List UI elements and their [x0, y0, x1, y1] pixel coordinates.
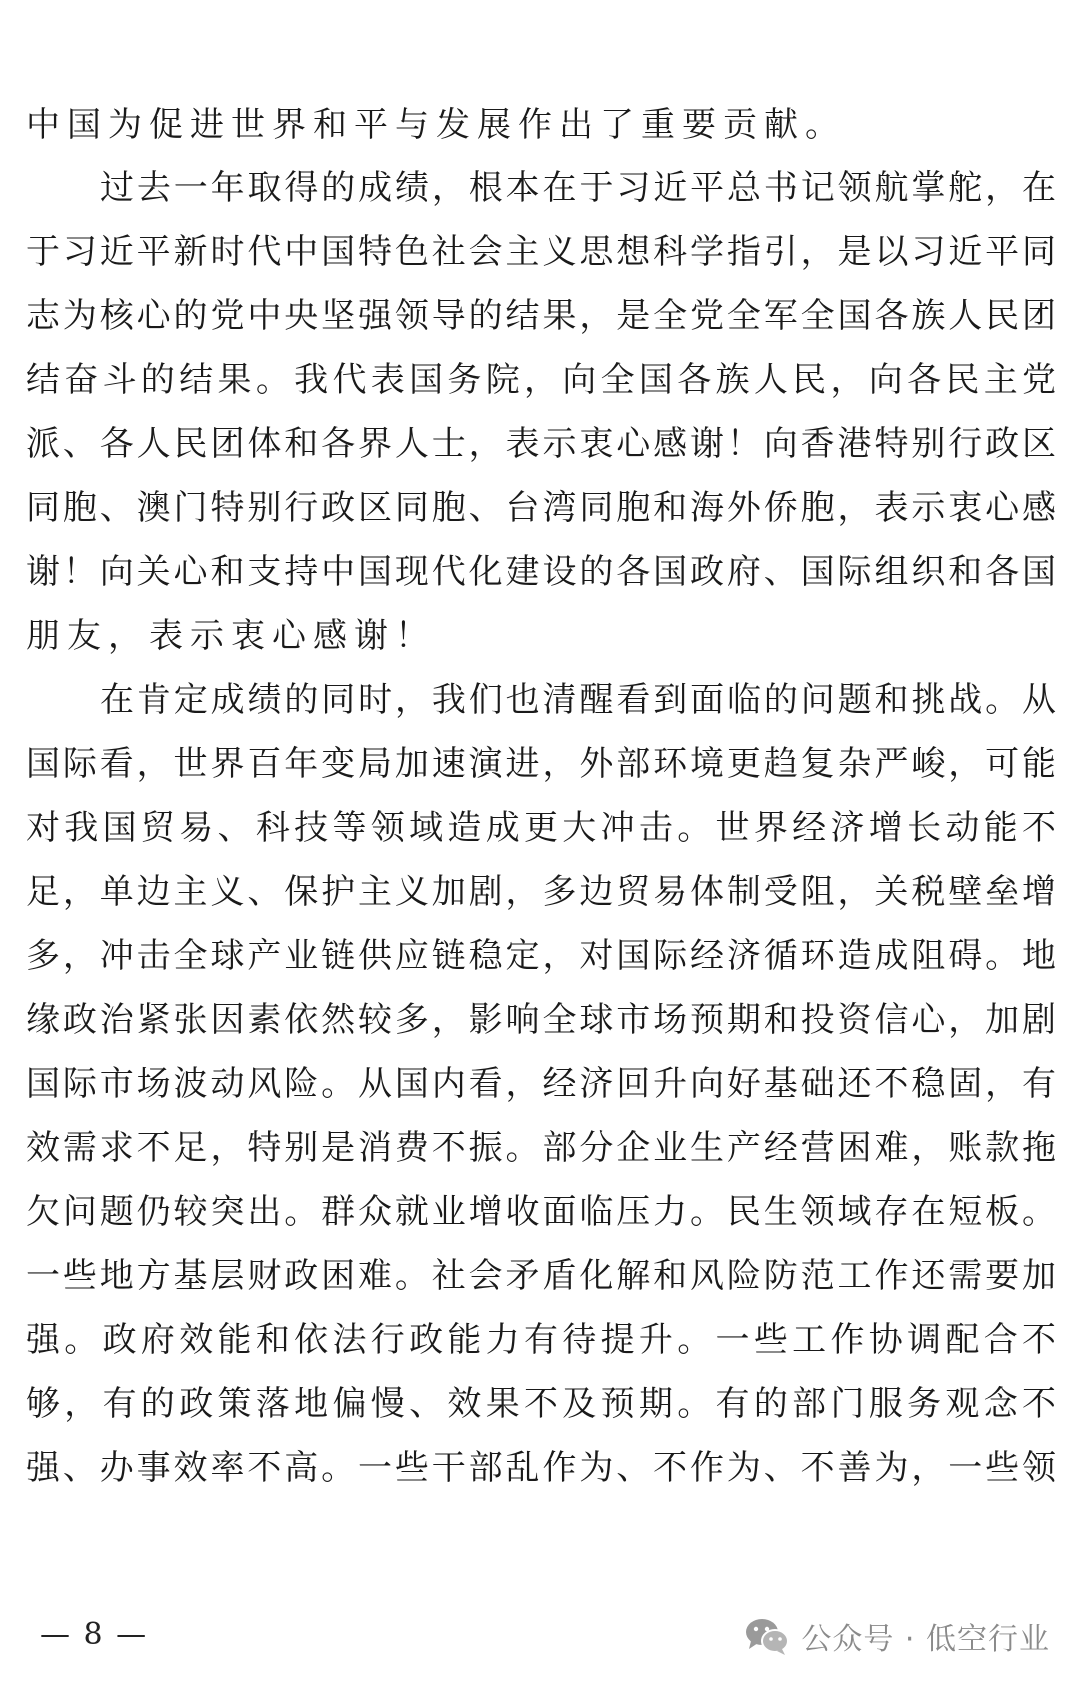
wechat-icon [743, 1616, 791, 1656]
text-line: 够，有的政策落地偏慢、效果不及预期。有的部门服务观念不 [26, 1384, 1056, 1424]
text-line: 对我国贸易、科技等领域造成更大冲击。世界经济增长动能不 [26, 808, 1056, 848]
text-line: 强。政府效能和依法行政能力有待提升。一些工作协调配合不 [26, 1320, 1056, 1360]
text-line: 国际看，世界百年变局加速演进，外部环境更趋复杂严峻，可能 [26, 744, 1056, 784]
text-line: 欠问题仍较突出。群众就业增收面临压力。民生领域存在短板。 [26, 1192, 1056, 1232]
text-line: 一些地方基层财政困难。社会矛盾化解和风险防范工作还需要加 [26, 1256, 1056, 1296]
text-line: 缘政治紧张因素依然较多，影响全球市场预期和投资信心，加剧 [26, 1000, 1056, 1040]
wechat-watermark [743, 1612, 1050, 1660]
text-line: 效需求不足，特别是消费不振。部分企业生产经营困难，账款拖 [26, 1128, 1056, 1168]
watermark-text: 公众号 · 低空行业 [801, 1622, 1050, 1657]
text-line: 志为核心的党中央坚强领导的结果，是全党全军全国各族人民团 [26, 296, 1056, 336]
text-line: 中国为促进世界和平与发展作出了重要贡献。 [26, 105, 846, 145]
text-line: 结奋斗的结果。我代表国务院，向全国各族人民，向各民主党 [26, 360, 1056, 400]
text-line: 谢！向关心和支持中国现代化建设的各国政府、国际组织和各国 [26, 552, 1056, 592]
text-line: 多，冲击全球产业链供应链稳定，对国际经济循环造成阻碍。地 [26, 936, 1056, 976]
paragraph-start-line: 过去一年取得的成绩，根本在于习近平总书记领航掌舵，在 [100, 168, 1056, 208]
text-line: 于习近平新时代中国特色社会主义思想科学指引，是以习近平同 [26, 232, 1056, 272]
text-line: 足，单边主义、保护主义加剧，多边贸易体制受阻，关税壁垒增 [26, 872, 1056, 912]
text-line: 派、各人民团体和各界人士，表示衷心感谢！向香港特别行政区 [26, 424, 1056, 464]
text-line: 国际市场波动风险。从国内看，经济回升向好基础还不稳固，有 [26, 1064, 1056, 1104]
text-line: 同胞、澳门特别行政区同胞、台湾同胞和海外侨胞，表示衷心感 [26, 488, 1056, 528]
paragraph-start-line: 在肯定成绩的同时，我们也清醒看到面临的问题和挑战。从 [100, 680, 1056, 720]
text-line: 朋友，表示衷心感谢！ [26, 616, 436, 656]
page-number: — 8 — [40, 1617, 149, 1652]
text-line: 强、办事效率不高。一些干部乱作为、不作为、不善为，一些领 [26, 1448, 1056, 1488]
